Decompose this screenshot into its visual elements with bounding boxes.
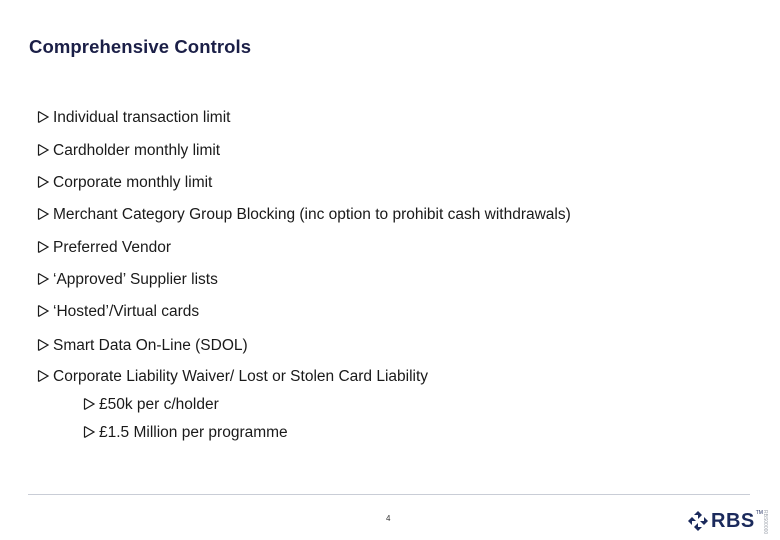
bullet-text: Smart Data On-Line (SDOL) [53, 337, 248, 354]
footer-divider [28, 494, 750, 495]
arrow-bullet-icon [37, 207, 50, 221]
bullet-text: ‘Approved’ Supplier lists [53, 271, 218, 288]
bullet-item [37, 271, 218, 289]
arrow-bullet-icon [83, 425, 96, 439]
bullet-text: ‘Hosted’/Virtual cards [53, 303, 200, 320]
logo-trademark: TM [755, 510, 763, 516]
bullet-text: Cardholder monthly limit [53, 142, 221, 159]
arrow-bullet-icon [37, 338, 50, 352]
bullet-text: Individual transaction limit [53, 109, 231, 126]
bullet-item [37, 109, 230, 127]
arrow-bullet-icon [37, 369, 50, 383]
bullet-text: Preferred Vendor [53, 239, 172, 256]
arrow-bullet-icon [37, 110, 50, 124]
rbs-logo [687, 510, 763, 532]
bullet-item [37, 303, 199, 321]
bullet-item [37, 142, 220, 160]
page-number: 4 [386, 514, 391, 523]
bullet-item [37, 206, 571, 224]
bullet-text: £50k per c/holder [99, 396, 219, 413]
bullet-text: Merchant Category Group Blocking (inc option to prohibit cash withdrawals) [53, 206, 571, 223]
arrow-bullet-icon [37, 240, 50, 254]
bullet-text: Corporate monthly limit [53, 174, 213, 191]
arrow-bullet-icon [37, 304, 50, 318]
bullet-item [83, 424, 288, 442]
arrow-bullet-icon [83, 397, 96, 411]
bullet-item [83, 396, 219, 414]
logo-wordmark: RBS [711, 510, 755, 532]
arrow-bullet-icon [37, 272, 50, 286]
slide-title: Comprehensive Controls [29, 36, 252, 57]
bullet-item [37, 174, 212, 192]
bullet-item [37, 368, 428, 386]
side-reference-code: RBS00000 [762, 510, 768, 535]
bullet-text: £1.5 Million per programme [99, 424, 288, 441]
arrow-bullet-icon [37, 143, 50, 157]
bullet-item [37, 239, 171, 257]
arrow-bullet-icon [37, 175, 50, 189]
rbs-daisy-logo-icon [687, 510, 709, 532]
bullet-text: Corporate Liability Waiver/ Lost or Stolen Card Liability [53, 368, 429, 385]
bullet-item [37, 337, 248, 355]
